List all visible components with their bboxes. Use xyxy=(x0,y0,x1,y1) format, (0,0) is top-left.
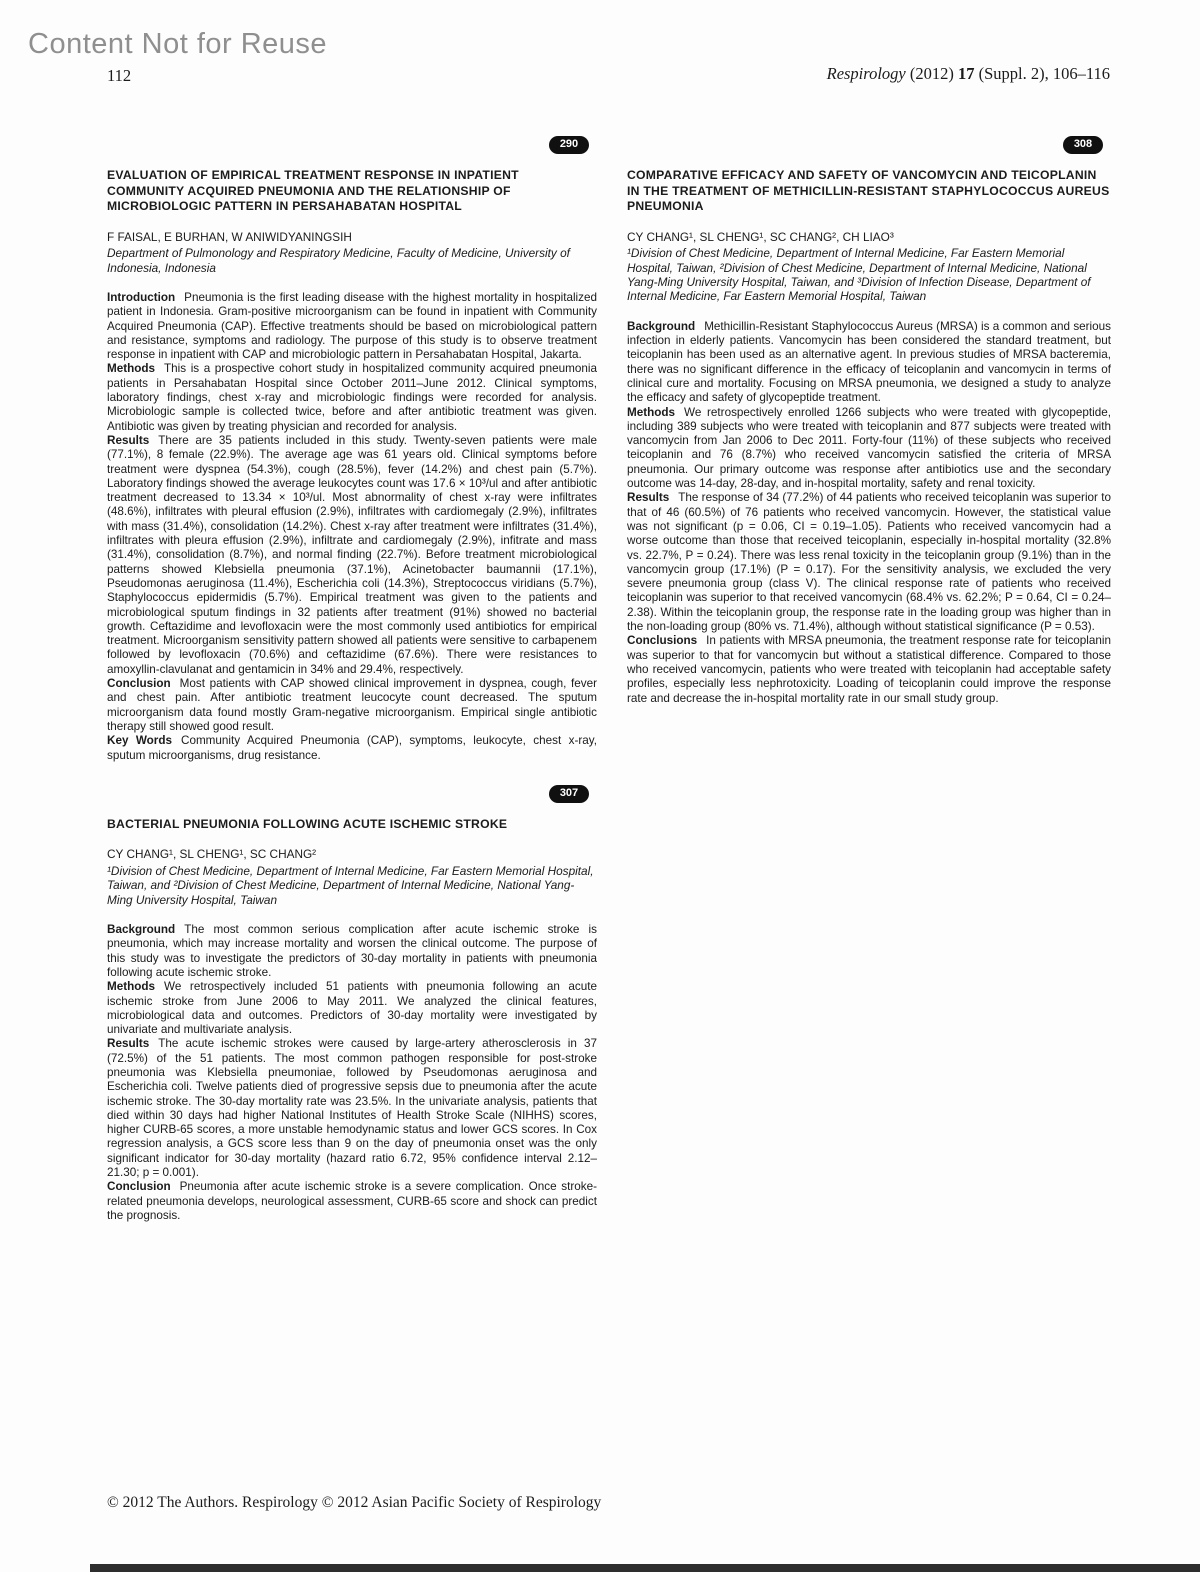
citation-volume: 17 xyxy=(957,64,975,83)
section-label: Background xyxy=(627,319,696,333)
section-label: Results xyxy=(107,1037,150,1051)
abstract-section-keywords xyxy=(107,734,597,763)
section-text: There are 35 patients included in this study. Twenty-seven patients were male (77.1%), 8 female (22.9%). The average age was 61 years old. Clinical symptoms before treatment were dyspnea (54.3%), cough (28.5%), fever (14.2%) and chest pain (5.7%). Laboratory findings showed the average leukocytes count was 17.6 × 10³/ul and after antibiotic treatment decreased to 13.34 × 10³/ul. Most abnormality of chest x-ray were infiltrates (48.6%), infiltrates with pleural effusion (2.9%), infiltrates with cardiomegaly (2.9%), infiltrates with mass (31.4%), consolidation (14.2%). Chest x-ray after treatment were infiltrates (31.4%), infiltrates with pleura effusion (2.9%), infiltrate and cardiomegaly (2.9%), infitrate and mass (31.4%), consolidation (8.7%), and normal finding (22.7%). Before treatment microbiological patterns showed Klebsiella pneumonia (37.1%), Acinetobacter baumannii (17.1%), Pseudomonas aeruginosa (11.4%), Escherichia coli (14.3%), Streptococcus viridians (5.7%), Staphylococcus epidermidis (5.7%). Empirical treatment was given to the patients and microbiological sputum findings in 32 patients after treatment (91%) showed no bacterial growth. Ceftazidime and levofloxacin were the most commonly used antibiotics for empirical treatment. Microorganism sensitivity pattern showed all patients were sensitive to carbapenem followed by levofloxacin (70.6%) and ceftazidime (67.6%). There were resistances to amoxyllin-clavulanat and gentamicin in 34% and 29.4%, respectively. xyxy=(107,433,597,676)
abstract-title: BACTERIAL PNEUMONIA FOLLOWING ACUTE ISCHEMIC STROKE xyxy=(107,816,508,831)
section-text: Pneumonia is the first leading disease with the highest mortality in hospitalized patient in Indonesia. Gram-positive microorganism can be found in inpatient with Community Acquired Pneumonia (CAP). Effective treatments should be based on microbiological pattern and resistance, symptoms and radiology. The purpose of this study is to observe treatment response in inpatient with CAP and microbiologic pattern in Persahabatan Hospital, Jakarta. xyxy=(107,291,597,362)
abstract-section-results xyxy=(107,1037,597,1180)
abstract-title: COMPARATIVE EFFICACY AND SAFETY OF VANCOMYCIN AND TEICOPLANIN IN THE TREATMENT OF METHICILLIN-RESISTANT STAPHYLOCOCCUS AUREUS PNEUMONIA xyxy=(627,168,1110,214)
abstract-number-badge: 307 xyxy=(549,785,589,803)
abstract-affiliation: Department of Pulmonology and Respiratory Medicine, Faculty of Medicine, University of Indonesia, Indonesia xyxy=(107,246,570,275)
bottom-scan-bar xyxy=(90,1564,1200,1572)
section-label: Conclusion xyxy=(107,1180,171,1194)
abstract-section-methods xyxy=(627,406,1111,492)
section-text: In patients with MRSA pneumonia, the treatment response rate for teicoplanin was superior to that for vancomycin but without a statistical difference. Compared to those who received vancomycin, patients who were treated with teicoplanin had acceptable safety profiles, especially less nephrotoxicity. Loading of teicoplanin could improve the response rate and decrease the in-hospital mortality rate in our small study group. xyxy=(627,634,1111,705)
section-label: Methods xyxy=(627,405,676,419)
abstract-section-introduction xyxy=(107,291,597,362)
abstract-308 xyxy=(627,136,1111,706)
section-text: Methicillin-Resistant Staphylococcus Aureus (MRSA) is a common and serious infection in elderly patients. Vancomycin has been considered the standard treatment, but teicoplanin has been used as an alternative agent. In previous studies of MRSA bacteremia, there was no significant difference in the efficacy of teicoplanin and vancomycin in terms of clinical cure and mortality. Focusing on MRSA pneumonia, we designed a study to analyze the efficacy and safety of glycopeptide treatment. xyxy=(627,319,1111,405)
page-number: 112 xyxy=(107,66,132,85)
section-label: Methods xyxy=(107,362,156,376)
abstract-section-conclusion xyxy=(107,1180,597,1223)
section-text: We retrospectively included 51 patients with pneumonia following an acute ischemic stroke from June 2006 to May 2011. We analyzed the clinical features, microbiological data and outcomes. Predictors of 30-day mortality were investigated by univariate and multivariate analysis. xyxy=(107,980,597,1037)
abstract-affiliation: ¹Division of Chest Medicine, Department of Internal Medicine, Far Eastern Memorial Hospital, Taiwan, and ²Division of Chest Medicine, Department of Internal Medicine, National Yang-Ming University Hospital, Taiwan xyxy=(107,863,594,907)
section-text: We retrospectively enrolled 1266 subjects who were treated with glycopeptide, including 389 subjects who were treated with teicoplanin and 877 subjects were treated with vancomycin from Jan 2006 to Dec 2011. Forty-four (11%) of these subjects who received teicoplanin and 76 (8.7%) who received vancomycin satisfied the criteria of MRSA pneumonia. Our primary outcome was response after antibiotics use and the secondary outcome was 14-day, 28-day, and in-hospital mortality, safety and renal toxicity. xyxy=(627,405,1111,491)
section-label: Conclusion xyxy=(107,677,171,691)
abstract-section-methods xyxy=(107,362,597,433)
section-text: The response of 34 (77.2%) of 44 patients who received teicoplanin was superior to that of 46 (60.5%) of 76 patients who received vancomycin. However, the statistical value was not significant (p = 0.06, CI = 0.19–1.05). Patients who received vancomycin had a worse outcome than those that received teicoplanin, especially in-hospital mortality (32.8% vs. 22.7%, P = 0.24). There was less renal toxicity in the teicoplanin group (9.1%) than in the vancomycin group (17.1%) (P = 0.17). For the sensitivity analysis, we excluded the very severe pneumonia group (class V). The clinical response rate of patients who received teicoplanin was superior to that received vancomycin (68.4% vs. 62.2%; P = 0.64, CI = 0.24–2.38). Within the teicoplanin group, the response rate in the loading group was higher than in the non-loading group (80% vs. 71.4%), although without statistical significance (P = 0.53). xyxy=(627,491,1111,634)
section-label: Background xyxy=(107,923,176,937)
section-label: Key Words xyxy=(107,734,172,748)
journal-name: Respirology xyxy=(826,64,906,83)
section-label: Introduction xyxy=(107,291,176,304)
abstract-number-badge: 308 xyxy=(1063,136,1103,154)
abstract-authors: CY CHANG¹, SL CHENG¹, SC CHANG² xyxy=(107,847,317,862)
abstract-number-row xyxy=(627,136,1111,154)
citation-pages: (Suppl. 2), 106–116 xyxy=(974,64,1110,83)
abstract-section-background xyxy=(627,320,1111,406)
section-label: Conclusions xyxy=(627,634,698,648)
abstract-section-methods xyxy=(107,980,597,1037)
abstract-number-badge: 290 xyxy=(549,136,589,154)
abstract-section-conclusion xyxy=(107,677,597,734)
footer-copyright: © 2012 The Authors. Respirology © 2012 Asian Pacific Society of Respirology xyxy=(107,1494,602,1511)
abstract-affiliation: ¹Division of Chest Medicine, Department of Internal Medicine, Far Eastern Memorial Hospital, Taiwan, ²Division of Chest Medicine, Department of Internal Medicine, National Yang-Ming University Hospital, Taiwan, and ³Division of Infection Disease, Department of Internal Medicine, Far Eastern Memorial Hospital, Taiwan xyxy=(627,246,1091,304)
section-text: The acute ischemic strokes were caused by large-artery atherosclerosis in 37 (72.5%) of the 51 patients. The most common pathogen responsible for post-stroke pneumonia was Klebsiella pneumoniae, followed by Pseudomonas aeruginosa and Escherichia coli. Twelve patients died of progressive sepsis due to pneumonia after the acute ischemic stroke. The 30-day mortality rate was 23.5%. In the univariate analysis, patients that died within 30 days had higher National Institutes of Health Stroke Scale (NIHHS) scores, higher CURB-65 scores, a more unstable hemodynamic status and lower GCS scores. In Cox regression analysis, a GCS score less than 9 on the day of pneumonia onset was the only significant indicator for 30-day mortality (hazard ratio 6.72, 95% confidence interval 2.12–21.30; p = 0.001). xyxy=(107,1037,597,1180)
abstract-section-background xyxy=(107,923,597,980)
abstract-title: EVALUATION OF EMPIRICAL TREATMENT RESPONSE IN INPATIENT COMMUNITY ACQUIRED PNEUMONIA AND THE RELATIONSHIP OF MICROBIOLOGIC PATTERN IN PERSAHABATAN HOSPITAL xyxy=(107,168,519,214)
abstract-authors: CY CHANG¹, SL CHENG¹, SC CHANG², CH LIAO³ xyxy=(627,229,894,244)
abstract-307 xyxy=(107,785,597,1223)
section-text: The most common serious complication after acute ischemic stroke is pneumonia, which may increase mortality and worsen the clinical outcome. The purpose of this study was to investigate the predictors of 30-day mortality in patients with pneumonia following acute ischemic stroke. xyxy=(107,923,597,979)
abstract-section-conclusions xyxy=(627,634,1111,705)
section-text: This is a prospective cohort study in hospitalized community acquired pneumonia patients in Persahabatan Hospital since October 2011–June 2012. Clinical symptoms, laboratory findings, chest x-ray and microbiologic findings were recorded for analysis. Microbiologic sample is collected twice, before and after antibiotic treatment was given. Antibiotic was given by treating physician and recorded for analysis. xyxy=(107,362,597,433)
journal-citation xyxy=(827,64,1110,84)
section-label: Results xyxy=(627,491,670,505)
section-text: Most patients with CAP showed clinical improvement in dyspnea, cough, fever and chest pain. After antibiotic treatment leucocyte count decreased. The sputum microorganism data found mostly Gram-negative microorganism. Empirical single antibiotic therapy still showed good result. xyxy=(107,677,597,733)
abstract-number-row xyxy=(107,136,597,154)
watermark: Content Not for Reuse xyxy=(28,28,328,60)
left-column xyxy=(107,136,597,1223)
abstract-section-results xyxy=(627,491,1111,634)
abstract-number-row xyxy=(107,785,597,803)
section-text: Community Acquired Pneumonia (CAP), symptoms, leukocyte, chest x-ray, sputum microorganisms, drug resistance. xyxy=(107,734,597,762)
section-text: Pneumonia after acute ischemic stroke is a severe complication. Once stroke-related pneumonia develops, neurological assessment, CURB-65 score and shock can predict the prognosis. xyxy=(107,1180,597,1222)
abstract-290 xyxy=(107,136,597,763)
citation-year: (2012) xyxy=(905,64,958,83)
abstract-section-results xyxy=(107,434,597,677)
abstract-authors: F FAISAL, E BURHAN, W ANIWIDYANINGSIH xyxy=(107,229,352,244)
right-column xyxy=(627,136,1111,706)
section-label: Results xyxy=(107,433,150,447)
section-label: Methods xyxy=(107,980,156,994)
